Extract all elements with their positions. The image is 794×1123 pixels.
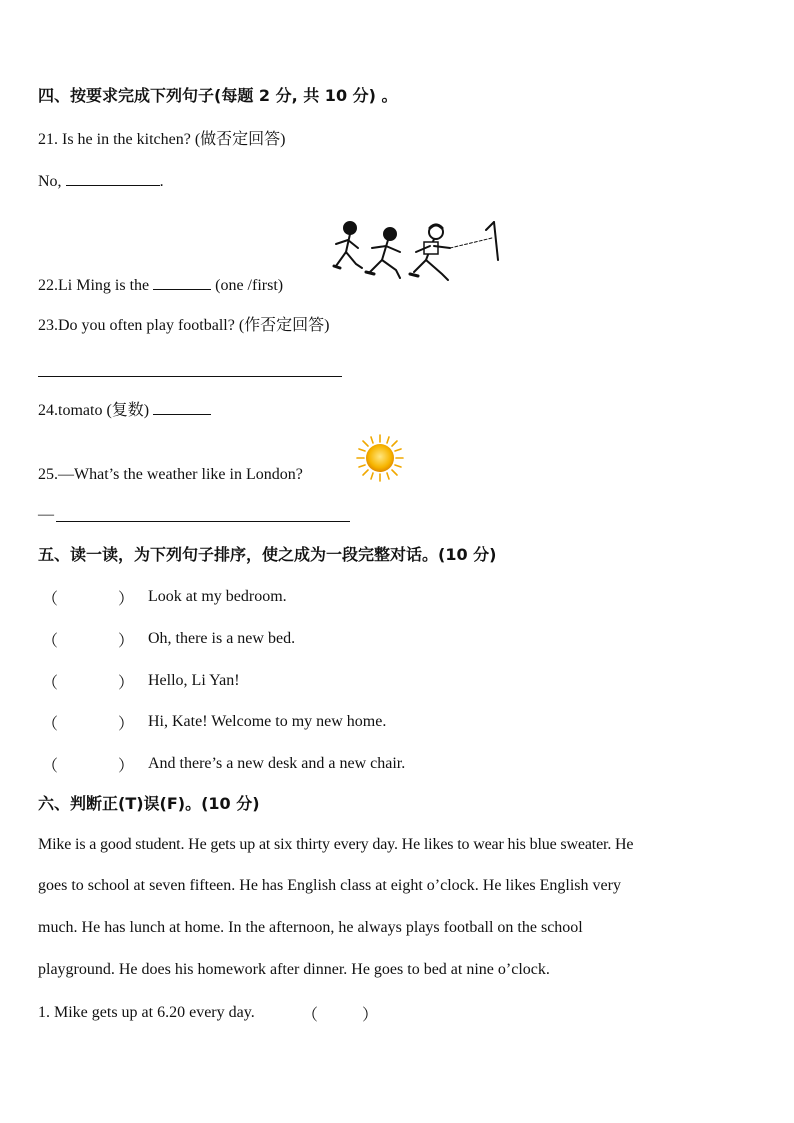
- passage-line: Mike is a good student. He gets up at six thirty every day. He likes to wear his blue sweater. He: [38, 836, 634, 853]
- passage-line: much. He has lunch at home. In the afternoon, he always plays football on the school: [38, 919, 583, 936]
- open-paren: （: [42, 675, 59, 692]
- answer-open-paren[interactable]: （: [302, 1007, 319, 1024]
- question-23-answer-line[interactable]: [38, 376, 342, 377]
- question-25-reply-dash: —: [38, 506, 54, 523]
- question-22-suffix: (one /first): [211, 277, 284, 294]
- question-21-answer: [38, 171, 164, 192]
- sun-icon: [356, 434, 404, 482]
- answer-close-paren[interactable]: ）: [362, 1007, 379, 1024]
- close-paren: ）: [118, 591, 135, 608]
- dialogue-text: Oh, there is a new bed.: [148, 630, 296, 647]
- question-25-answer-line[interactable]: [56, 521, 350, 522]
- section-4-heading: 四、按要求完成下列句子(每题 2 分, 共 10 分) 。: [38, 86, 398, 105]
- close-paren: ）: [118, 758, 135, 775]
- answer-prefix: No,: [38, 173, 66, 190]
- open-paren: （: [42, 633, 59, 650]
- dialogue-text: Look at my bedroom.: [148, 588, 287, 605]
- close-paren: ）: [118, 716, 135, 733]
- section-5-heading-text: 五、读一读，为下列句子排序，使之成为一段完整对话。(10 分): [38, 545, 497, 564]
- dialogue-text: And there’s a new desk and a new chair.: [148, 755, 406, 772]
- section-6-heading: 六、判断正(T)误(F)。(10 分): [38, 794, 260, 813]
- passage-line: playground. He does his homework after dinner. He goes to bed at nine o’clock.: [38, 961, 550, 978]
- answer-blank[interactable]: [66, 171, 160, 186]
- passage-line: goes to school at seven fifteen. He has English class at eight o’clock. He likes English very: [38, 877, 621, 894]
- question-22-blank[interactable]: [153, 275, 211, 290]
- running-children-icon: [326, 218, 502, 286]
- question-22-prefix: 22.Li Ming is the: [38, 277, 154, 294]
- question-24-blank[interactable]: [153, 400, 211, 415]
- question-24-text: 24.tomato (复数): [38, 402, 154, 419]
- open-paren: （: [42, 591, 59, 608]
- section-5-heading: [38, 545, 496, 565]
- question-25: 25.—What’s the weather like in London?: [38, 466, 303, 483]
- dialogue-text: Hello, Li Yan!: [148, 672, 240, 689]
- question-24: [38, 400, 211, 421]
- question-22: [38, 275, 283, 296]
- judgement-question-1: 1. Mike gets up at 6.20 every day.: [38, 1004, 255, 1021]
- answer-suffix: .: [159, 173, 164, 190]
- dialogue-text: Hi, Kate! Welcome to my new home.: [148, 713, 387, 730]
- question-21: 21. Is he in the kitchen? (做否定回答): [38, 131, 286, 148]
- question-23: 23.Do you often play football? (作否定回答): [38, 317, 330, 334]
- close-paren: ）: [118, 633, 135, 650]
- open-paren: （: [42, 758, 59, 775]
- close-paren: ）: [118, 675, 135, 692]
- open-paren: （: [42, 716, 59, 733]
